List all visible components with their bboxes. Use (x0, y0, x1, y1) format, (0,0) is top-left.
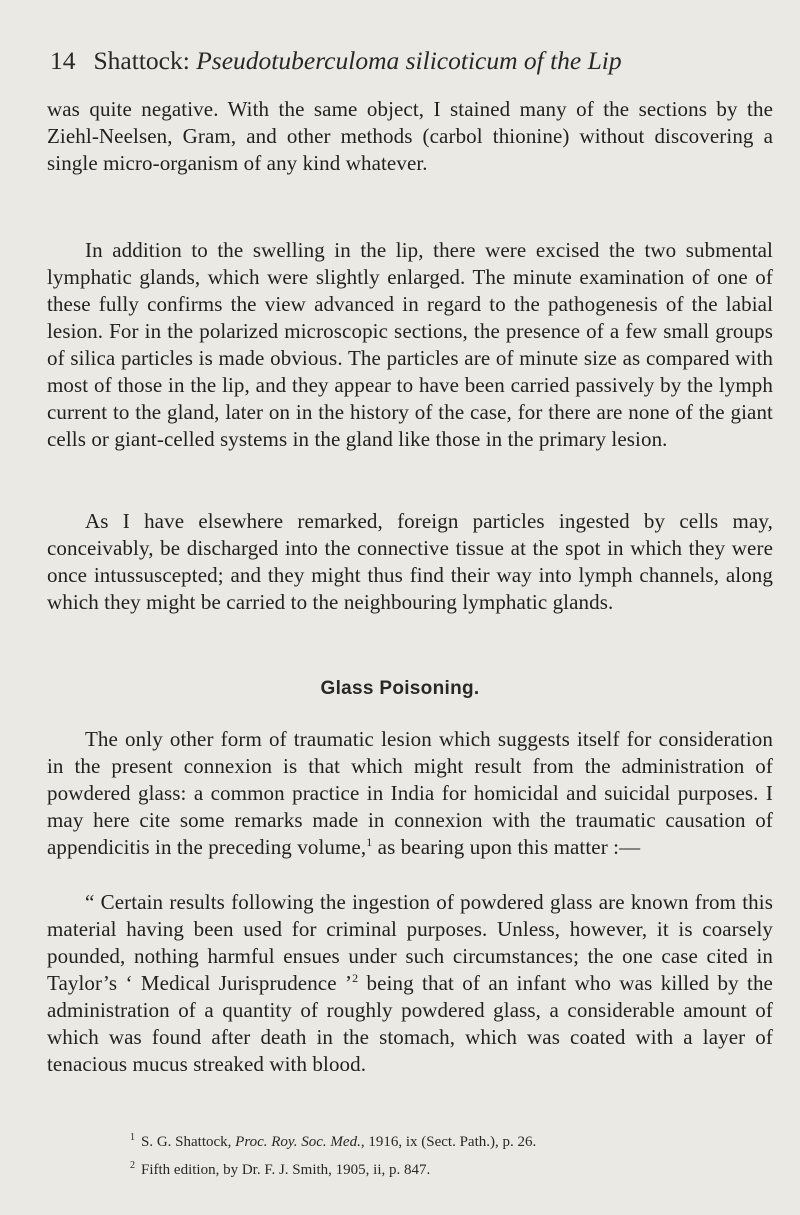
footnote-mark: 2 (130, 1160, 135, 1171)
footnote-text: Fifth edition, by Dr. F. J. Smith, 1905, ii, p. 847. (141, 1162, 431, 1178)
paragraph-text: “ Certain results following the ingestion of powdered glass are known from this material having been used for criminal purposes. Unless, however, it is coarsely pounded, nothing harmful ensues under such circumstances; the one case cited in Taylor’s ‘ Medical Jurisprudence ’ (47, 890, 773, 995)
page-number: 14 (50, 46, 76, 75)
footnote-journal: Proc. Roy. Soc. Med. (235, 1134, 361, 1150)
footnotes (130, 1126, 750, 1182)
paragraph-text: In addition to the swelling in the lip, there were excised the two submental lymphatic glands, which were slightly enlarged. The minute examination of one of these fully confirms the view advanced in regard to the pathogenesis of the labial lesion. For in the polarized microscopic sections, the presence of a few small groups of silica particles is made obvious. The particles are of minute size as compared with most of those in the lip, and they appear to have been carried passively by the lymph current to the gland, later on in the history of the case, for there are none of the giant cells or giant-celled systems in the gland like those in the primary lesion. (47, 238, 773, 451)
footnote-ref[interactable]: 2 (352, 971, 359, 985)
paragraph-text: was quite negative. With the same object, I stained many of the sections by the Ziehl-Neelsen, Gram, and other methods (carbol thionine) without discovering a single micro-organism of any kind whatever. (47, 97, 773, 175)
section-heading: Glass Poisoning. (320, 678, 480, 699)
footnote-mark: 1 (130, 1132, 135, 1143)
header-author: Shattock (93, 46, 183, 75)
paragraph-4 (47, 726, 773, 861)
footnote-ref[interactable]: 1 (366, 835, 373, 849)
paragraph-text: The only other form of traumatic lesion which suggests itself for consideration in the present connexion is that which might result from the administration of powdered glass: a common practice in India for homicidal and suicidal purposes. I may here cite some remarks made in connexion with the traumatic causation of appendicitis in the preceding volume, (47, 727, 773, 859)
paragraph-5-quotation (47, 889, 773, 1078)
header-title: Pseudotuberculoma silicoticum of the Lip (196, 46, 622, 75)
paragraph-3 (47, 508, 773, 616)
paragraph-2 (47, 237, 773, 453)
footnote-text: S. G. Shattock, (141, 1134, 232, 1150)
running-header (50, 44, 710, 78)
paragraph-text: As I have elsewhere remarked, foreign particles ingested by cells may, conceivably, be discharged into the connective tissue at the spot in which they were once intussuscepted; and they might thus find their way into lymph channels, along which they might be carried to the neighbouring lymphatic glands. (47, 509, 773, 614)
paragraph-1 (47, 96, 773, 177)
paragraph-text: as bearing upon this matter :— (372, 835, 641, 859)
header-separator: : (182, 46, 190, 75)
footnote-text: , 1916, ix (Sect. Path.), p. 26. (360, 1134, 537, 1150)
paragraph-text: being that of an infant who was killed by the administration of a quantity of roughly powdered glass, a considerable amount of which was found after death in the stomach, which was coated with a layer of tenacious mucus streaked with blood. (47, 971, 773, 1076)
footnote-2 (130, 1154, 750, 1182)
footnote-1 (130, 1126, 750, 1154)
